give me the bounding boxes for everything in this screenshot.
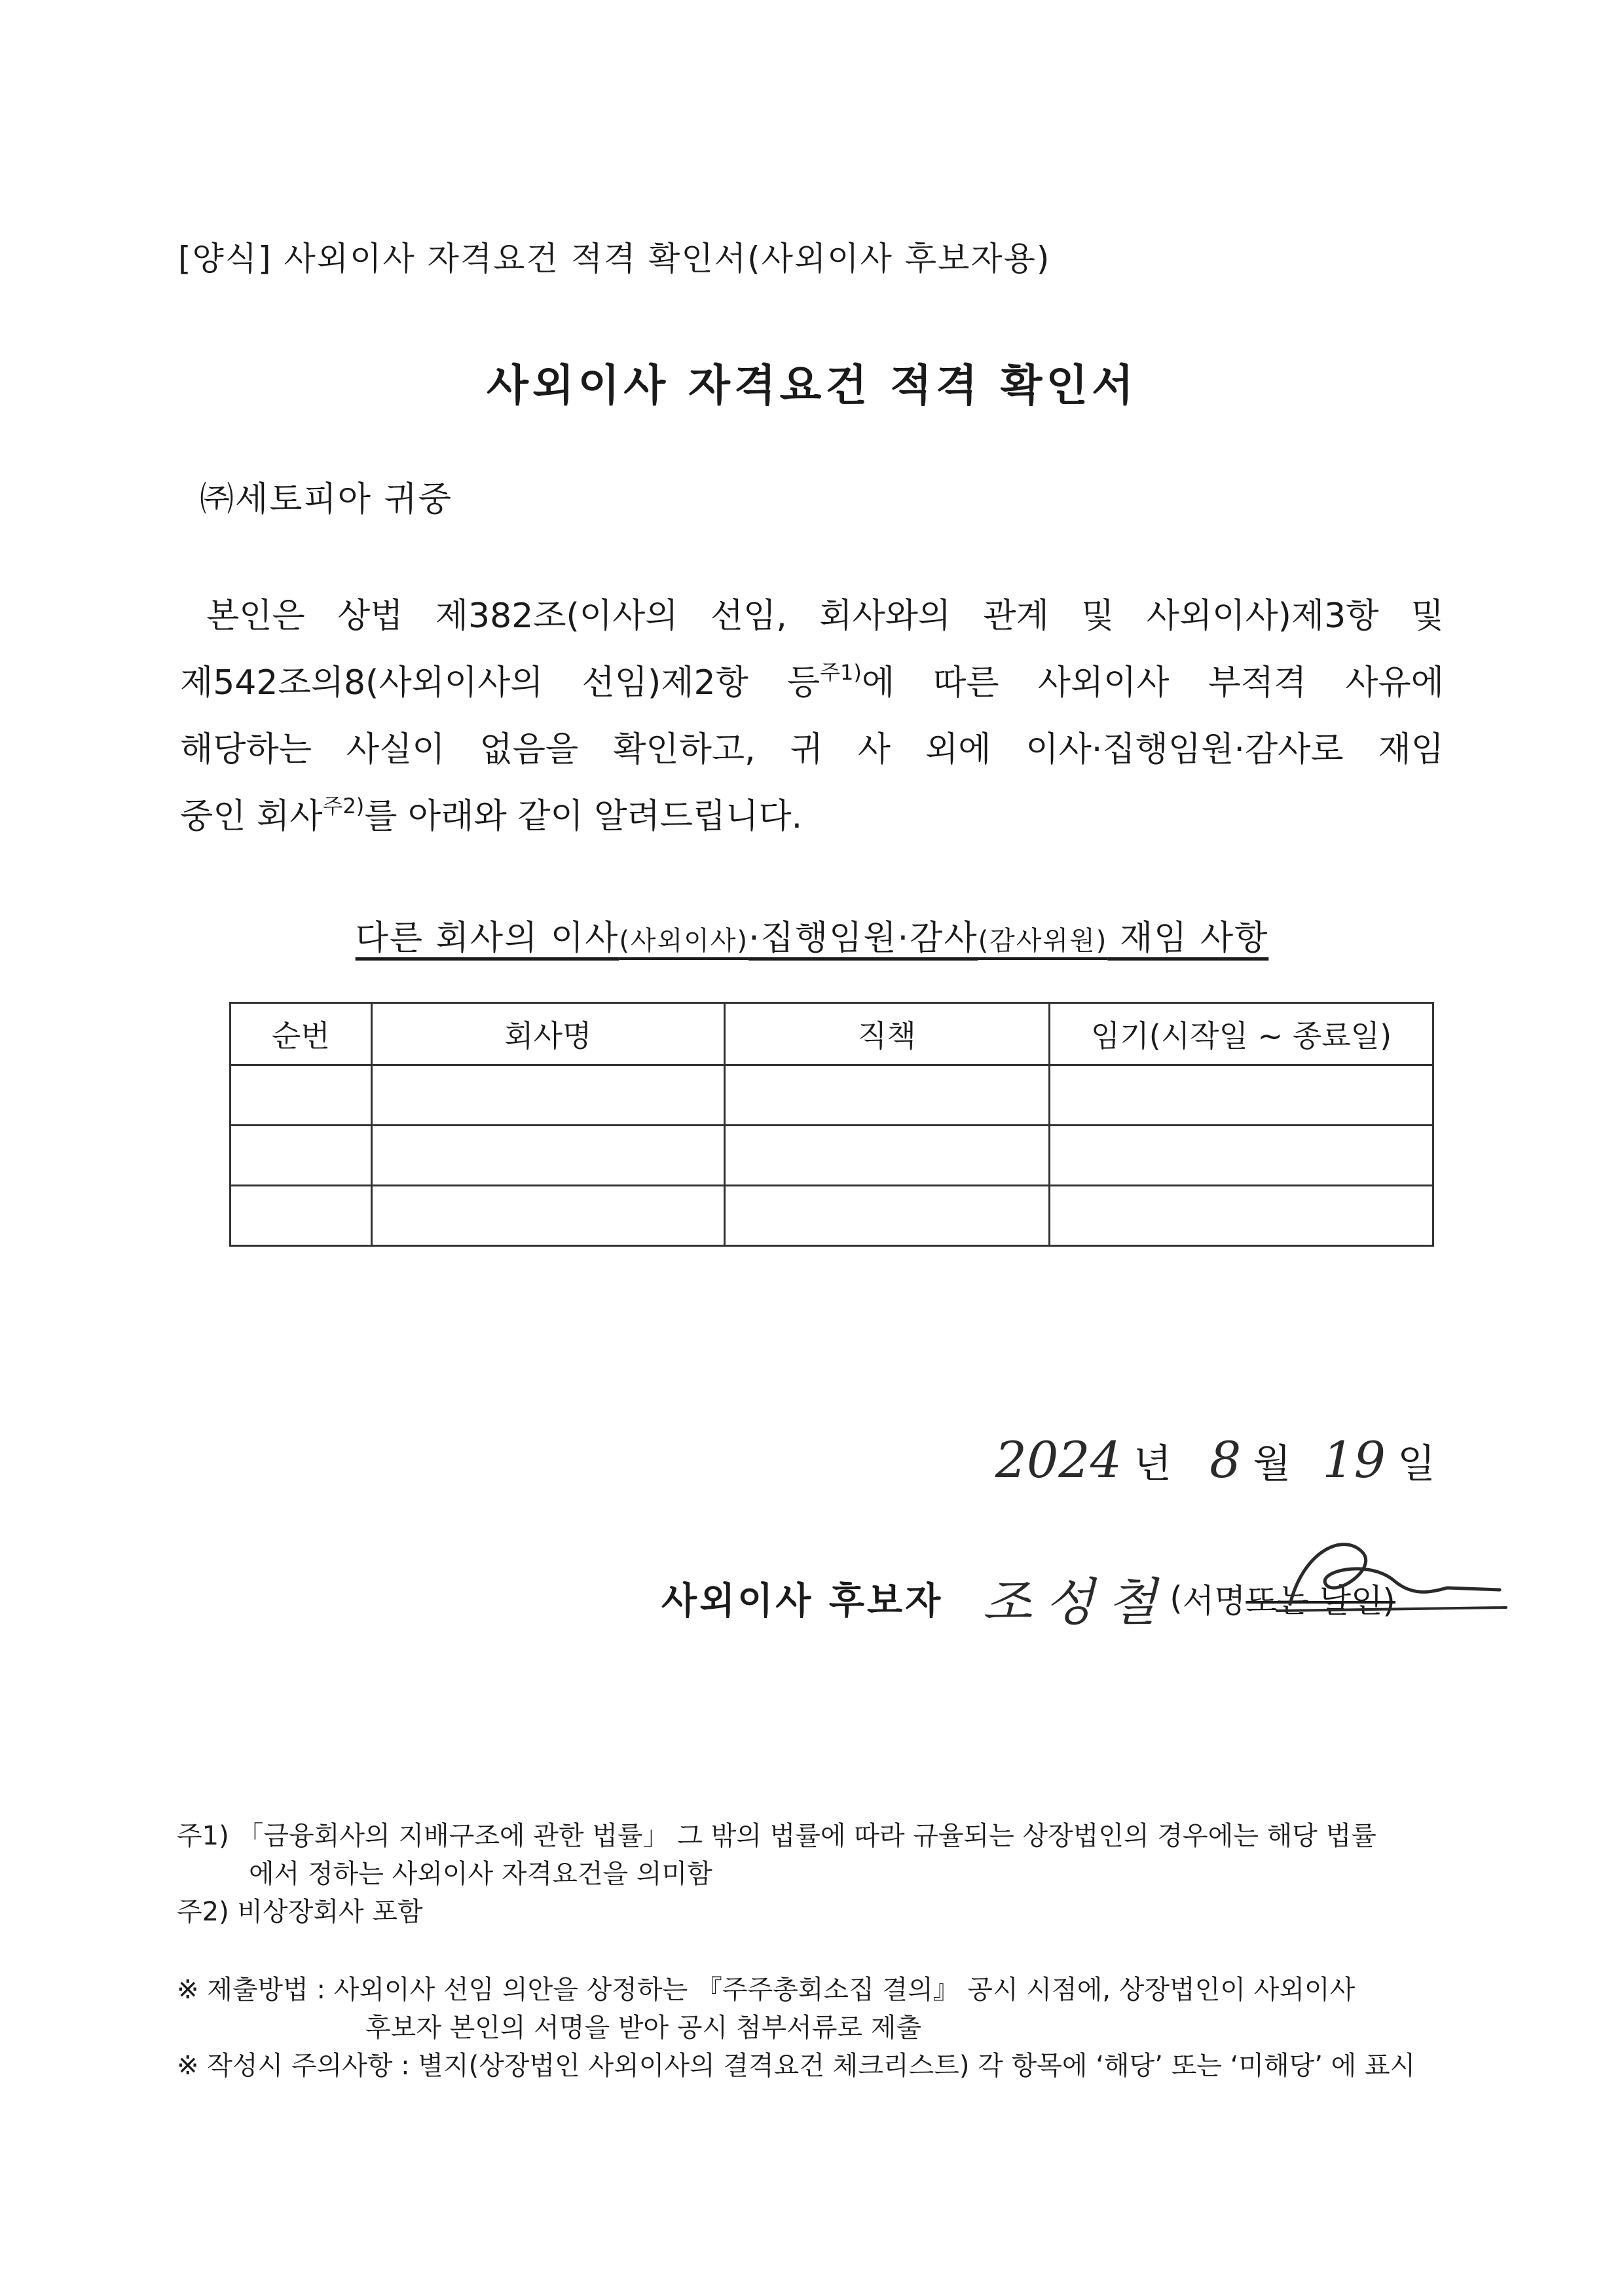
body-line-2 <box>180 650 1444 716</box>
table-title <box>0 910 1624 959</box>
table-cell[interactable] <box>371 1065 724 1126</box>
footnote-2: 주2) 비상장회사 포함 <box>177 1897 423 1927</box>
submission-method: ※ 제출방법 : 사외이사 선임 의안을 상정하는 『주주총회소집 결의』 공시 시점에, 상장법인이 사외이사 <box>177 1975 1356 2005</box>
candidate-label: 사외이사 후보자 <box>661 1580 944 1623</box>
footnote-1: 주1) 「금융회사의 지배구조에 관한 법률」 그 밖의 법률에 따라 규율되는 상장법인의 경우에는 해당 법률 <box>177 1821 1376 1851</box>
table-row <box>231 1126 1433 1186</box>
body-line-1 <box>180 583 1444 650</box>
table-row <box>231 1065 1433 1126</box>
table-title-part-c: ·집행임원·감사 <box>748 919 978 958</box>
submission-method-continued: 후보자 본인의 서명을 받아 공시 첨부서류로 제출 <box>365 2013 922 2043</box>
table-title-part-e: 재임 사항 <box>1107 919 1269 958</box>
table-cell[interactable] <box>724 1065 1049 1126</box>
header-number: 순번 <box>231 1003 372 1065</box>
date-year-unit: 년 <box>1134 1441 1172 1487</box>
date-year: 2024 <box>995 1431 1122 1489</box>
footnote-ref-2: 주2) <box>322 794 365 818</box>
table-cell[interactable] <box>724 1126 1049 1186</box>
candidate-handwritten-name: 조성철 <box>982 1573 1170 1632</box>
writing-caution: ※ 작성시 주의사항 : 별지(상장법인 사외이사의 결격요건 체크리스트) 각 항목에 ‘해당’ 또는 ‘미해당’ 에 표시 <box>177 2051 1416 2081</box>
body-line-4-text-b: 를 아래와 같이 알려드립니다. <box>364 797 803 836</box>
table-title-part-a: 다른 회사의 이사 <box>355 919 619 958</box>
submission-instructions <box>177 1971 1441 2085</box>
body-line-2-text-b: 에 따른 사외이사 부적격 사유에 <box>861 663 1444 703</box>
table-title-part-d: (감사위원) <box>978 926 1108 956</box>
sign-suffix: 서명 <box>1182 1582 1246 1620</box>
table-cell[interactable] <box>231 1065 372 1126</box>
table-cell[interactable] <box>1049 1065 1433 1126</box>
table-header-row <box>231 1003 1433 1065</box>
sign-suffix-struck: 또는 날인) <box>1246 1582 1395 1620</box>
header-term: 임기(시작일 ~ 종료일) <box>1049 1003 1433 1065</box>
date-month-unit: 월 <box>1253 1441 1291 1487</box>
table-cell[interactable] <box>231 1186 372 1246</box>
body-line-3-text: 해당하는 사실이 없음을 확인하고, 귀 사 외에 이사·집행임원·감사로 재임 <box>180 730 1444 769</box>
confirmation-body <box>180 583 1444 850</box>
handwritten-signature-icon <box>1264 1526 1513 1630</box>
table-row <box>231 1186 1433 1246</box>
signing-date <box>995 1431 1435 1489</box>
date-day: 19 <box>1322 1431 1386 1489</box>
table-cell[interactable] <box>1049 1126 1433 1186</box>
body-line-4 <box>180 783 1444 850</box>
footnotes <box>177 1817 1441 1931</box>
body-line-2-text-a: 제542조의8(사외이사의 선임)제2항 등 <box>180 663 821 703</box>
footnote-1-continued: 에서 정하는 사외이사 자격요건을 의미함 <box>249 1859 712 1889</box>
header-company: 회사명 <box>371 1003 724 1065</box>
table-cell[interactable] <box>231 1126 372 1186</box>
table-cell[interactable] <box>371 1186 724 1246</box>
body-line-4-text-a: 중인 회사 <box>180 797 323 836</box>
body-line-3 <box>180 716 1444 783</box>
footnote-ref-1: 주1) <box>820 660 862 685</box>
sign-suffix-open: ( <box>1170 1579 1183 1617</box>
table-title-part-b: (사외이사) <box>619 926 749 956</box>
addressee: ㈜세토피아 귀중 <box>200 480 452 519</box>
document-title: 사외이사 자격요건 적격 확인서 <box>487 360 1137 411</box>
career-table <box>229 1002 1434 1247</box>
header-position: 직책 <box>724 1003 1049 1065</box>
date-day-unit: 일 <box>1397 1441 1435 1487</box>
table-cell[interactable] <box>1049 1186 1433 1246</box>
body-line-1-text: 본인은 상법 제382조(이사의 선임, 회사와의 관계 및 사외이사)제3항 및 <box>206 597 1444 636</box>
table-cell[interactable] <box>371 1126 724 1186</box>
form-label: [양식] 사외이사 자격요건 적격 확인서(사외이사 후보자용) <box>178 240 1051 278</box>
table-cell[interactable] <box>724 1186 1049 1246</box>
date-month: 8 <box>1209 1431 1242 1489</box>
